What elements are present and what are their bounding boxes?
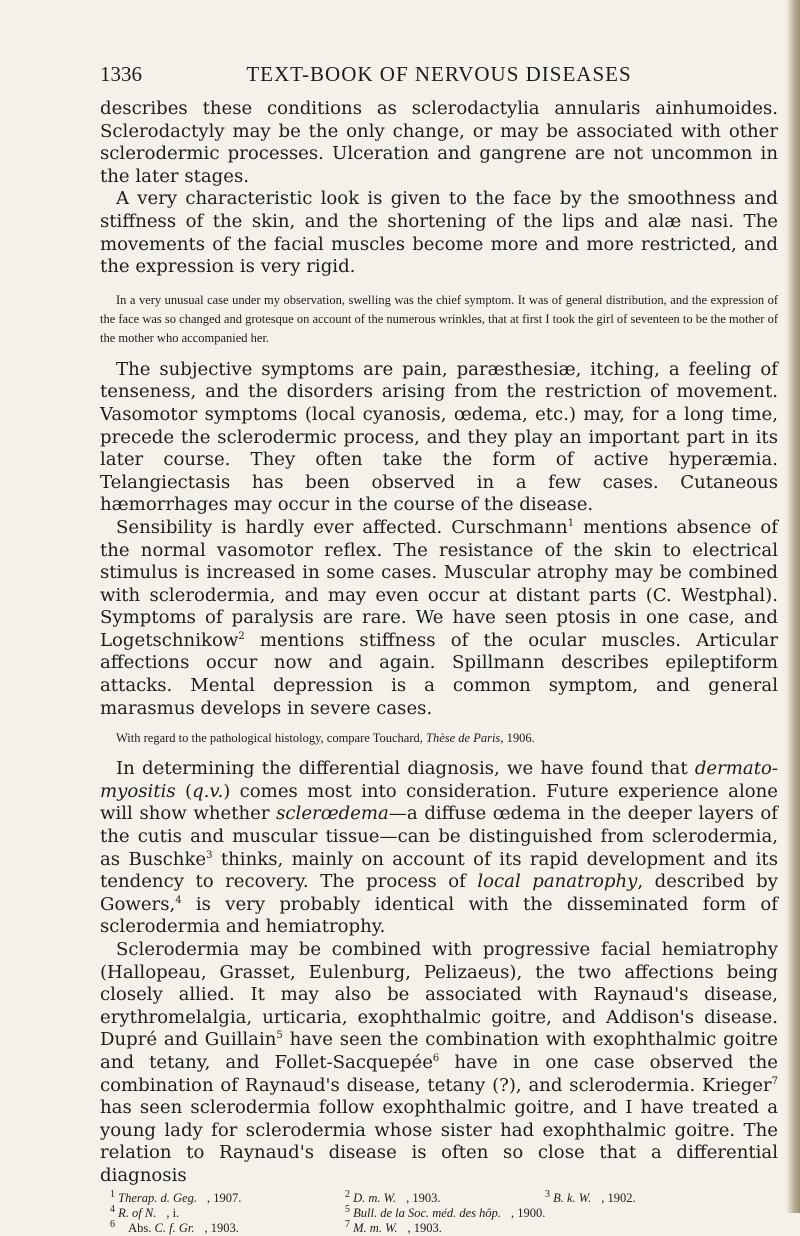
text: ( bbox=[175, 780, 193, 802]
text: is very probably identical with the disseminated form of sclerodermia and hemiatrophy. bbox=[100, 893, 778, 938]
footnote-source: D. m. W. bbox=[353, 1190, 397, 1205]
page-number: 1336 bbox=[100, 62, 142, 86]
page-header bbox=[100, 62, 778, 90]
footnote-4 bbox=[100, 1203, 335, 1221]
text: has seen sclerodermia follow exophthalmic goitre, and I have treated a young lady for sclerodermia whose sister had exophthalmic goitre. The relation to Raynaud's disease is often so close that a differential diagnosis bbox=[100, 1097, 778, 1186]
text: In determining the differential diagnosis, we have found that bbox=[116, 758, 695, 780]
footnotes bbox=[100, 1188, 778, 1236]
footnote-5 bbox=[335, 1203, 775, 1221]
footnote-ref: 6 bbox=[432, 1052, 440, 1064]
paragraph-3: The subjective symptoms are pain, paræsthesiæ, itching, a feeling of tenseness, and the disorders arising from the restriction of movement. Vasomotor symptoms (local cyanosis, œdema, etc.) may, for a long time, precede the sclerodermic process, and they play an important part in its later course. They often take the form of active hyperæmia. Telangiectasis has been observed in a few cases. Cutaneous hæmorrhages may occur in the course of the disease. bbox=[100, 358, 778, 516]
text: With regard to the pathological histology, compare Touchard, bbox=[116, 731, 426, 746]
paragraph-2: A very characteristic look is given to the face by the smoothness and stiffness of the skin, and the shortening of the lips and alæ nasi. The movements of the facial muscles become more and more restricted, and the expression is very rigid. bbox=[100, 188, 778, 278]
text-italic: Thèse de Paris bbox=[426, 731, 501, 746]
text: mentions absence of the normal vasomotor reflex. The resistance of the skin to electrical stimulus is increased in some cases. Muscular atrophy may be combined with sclerodermia, and may even occur at distant parts (C. Westphal). Symptoms of paralysis are rare. We have seen ptosis in one case, and Logetschnikow bbox=[100, 516, 778, 651]
paragraph-5 bbox=[100, 758, 778, 939]
footnote-year: , 1903. bbox=[406, 1190, 441, 1205]
footnote-number: 4 bbox=[110, 1203, 115, 1215]
footnote-source: C. f. Gr. bbox=[154, 1220, 195, 1235]
text: Sclerodermia may be combined with progressive facial hemiatrophy (Hallopeau, Grasset, Eulenburg, Pelizaeus), the two affections being closely allied. It may also be associated with Raynaud's disease, erythromelalgia, urticaria, exophthalmic goitre, and Addison's disease. Dupré and Guillain bbox=[100, 939, 778, 1051]
footnote-1 bbox=[100, 1188, 335, 1206]
footnote-number: 1 bbox=[110, 1188, 115, 1200]
footnote-year: , 1903. bbox=[204, 1220, 239, 1235]
text: , 1906. bbox=[500, 731, 535, 746]
running-title: TEXT-BOOK OF NERVOUS DISEASES bbox=[246, 62, 632, 86]
small-note-1: In a very unusual case under my observation, swelling was the chief symptom. It was of general distribution, and the expression of the face was so changed and grotesque on account of the numerous wrinkles, that at first I took the girl of seventeen to be the mother of the mother who accompanied her. bbox=[100, 292, 778, 345]
footnote-3 bbox=[535, 1188, 775, 1206]
paragraph-1: describes these conditions as sclerodactylia annularis ainhumoides. Sclerodactyly may be the only change, or may be associated with other sclerodermic processes. Ulceration and gangrene are not uncommon in the later stages. bbox=[100, 98, 778, 187]
footnote-ref: 4 bbox=[175, 894, 182, 906]
footnote-6 bbox=[100, 1218, 335, 1236]
footnote-source: Bull. de la Soc. méd. des hôp. bbox=[353, 1205, 502, 1220]
footnote-2 bbox=[335, 1188, 535, 1206]
page-body bbox=[100, 98, 778, 1236]
text: ) comes most into consideration. Future experience alone will show whether bbox=[100, 780, 779, 825]
footnote-source: R. of N. bbox=[118, 1205, 157, 1220]
small-note-2 bbox=[100, 729, 778, 748]
footnote-year: , i. bbox=[166, 1205, 180, 1220]
text: —a diffuse œdema in the deeper layers of the cutis and muscular tissue—can be distinguished from sclerodermia, as Buschke bbox=[100, 803, 778, 870]
footnote-7 bbox=[335, 1218, 535, 1236]
footnote-ref: 5 bbox=[276, 1030, 283, 1042]
footnote-ref: 3 bbox=[206, 849, 213, 861]
footnote-number: 3 bbox=[545, 1188, 550, 1200]
text: , described by Gowers, bbox=[100, 871, 778, 915]
text: have in one case observed the combination of Raynaud's disease, tetany (?), and sclerodermia. Krieger bbox=[100, 1051, 778, 1096]
text-italic: q.v. bbox=[192, 780, 224, 802]
text: thinks, mainly on account of its rapid development and its tendency to recovery. The process of bbox=[100, 848, 778, 893]
text: have seen the combination with exophthalmic goitre and tetany, and Follet-Sacquepée bbox=[100, 1029, 778, 1073]
text-italic: sclerœdema bbox=[276, 803, 389, 825]
footnote-prefix: Abs. bbox=[128, 1220, 155, 1235]
paragraph-4 bbox=[100, 517, 778, 720]
footnote-source: M. m. W. bbox=[353, 1220, 398, 1235]
footnote-number: 5 bbox=[345, 1203, 350, 1215]
footnote-year: , 1900. bbox=[511, 1205, 546, 1220]
footnote-number: 6 bbox=[110, 1218, 115, 1230]
footnote-source: Therap. d. Geg. bbox=[118, 1190, 197, 1205]
footnote-number: 2 bbox=[345, 1188, 350, 1200]
footnote-source: B. k. W. bbox=[553, 1190, 592, 1205]
footnote-ref: 2 bbox=[238, 630, 245, 642]
paragraph-6 bbox=[100, 939, 778, 1188]
text: Sensibility is hardly ever affected. Curschmann bbox=[116, 516, 568, 538]
footnote-ref: 1 bbox=[567, 517, 575, 529]
page-edge bbox=[786, 0, 800, 1213]
footnote-number: 7 bbox=[345, 1218, 350, 1230]
footnote-year: , 1907. bbox=[206, 1190, 242, 1205]
footnote-ref: 7 bbox=[771, 1075, 778, 1087]
text-italic: local panatrophy bbox=[477, 871, 638, 893]
footnote-year: , 1903. bbox=[407, 1220, 442, 1235]
footnote-year: , 1902. bbox=[601, 1190, 636, 1205]
text: mentions stiffness of the ocular muscles. Articular affections occur now and again. Spillmann describes epileptiform attacks. Mental depression is a common symptom, and general marasmus develops in severe cases. bbox=[100, 629, 778, 719]
text-italic: dermato-myositis bbox=[100, 758, 778, 802]
